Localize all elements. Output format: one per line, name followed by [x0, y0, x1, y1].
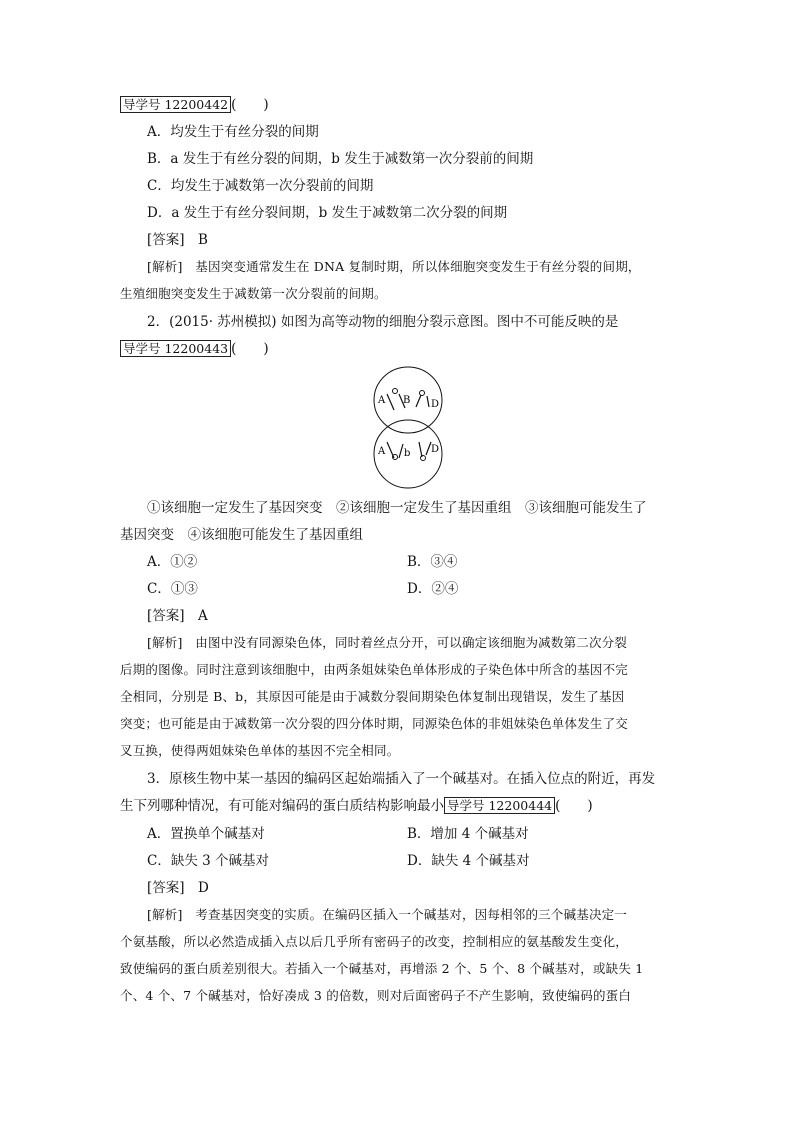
q2-option-d: D．②④ [407, 581, 459, 597]
q3-stem-line-2 [120, 797, 593, 815]
q1-answer [147, 231, 208, 249]
chromatid-bot-right-1 [419, 442, 422, 457]
q3-expl-text-1: 考查基因突变的实质。在编码区插入一个碱基对，因每相邻的三个碱基决定一 [195, 907, 628, 922]
centromere-bot-right [421, 456, 426, 461]
q2-explanation-line-2: 后期的图像。同时注意到该细胞中，由两条姐妹染色单体形成的子染色体中所含的基因不完 [120, 662, 629, 677]
q2-expl-label: [解析] [147, 635, 183, 650]
q1-option-a: A．均发生于有丝分裂的间期 [147, 124, 319, 140]
q2-ref-line [120, 340, 269, 358]
q3-ref-number: 导学号 12200444 [444, 797, 555, 814]
q2-explanation-line-5: 叉互换，使得两姐妹染色单体的基因不完全相同。 [120, 743, 400, 758]
q2-stem: 2．(2015· 苏州模拟) 如图为高等动物的细胞分裂示意图。图中不可能反映的是 [147, 314, 619, 330]
label-bot-mid: b [404, 448, 411, 459]
q1-expl-label: [解析] [147, 259, 183, 274]
q2-answer-label: [答案] [147, 608, 185, 624]
chromatid-top-right-1 [416, 395, 421, 407]
q2-ref-number: 导学号 12200443 [120, 340, 231, 357]
q1-explanation-line-2: 生殖细胞突变发生于减数第一次分裂前的间期。 [120, 286, 387, 301]
q1-option-b: B．a 发生于有丝分裂的间期，b 发生于减数第一次分裂前的间期 [147, 151, 534, 167]
cell-division-diagram [363, 366, 453, 490]
label-top-mid: B [403, 395, 411, 406]
q1-expl-text-1: 基因突变通常发生在 DNA 复制时期，所以体细胞突变发生于有丝分裂的间期， [195, 259, 641, 274]
q1-explanation-line-1 [147, 258, 641, 276]
q2-expl-text-1: 由图中没有同源染色体，同时着丝点分开，可以确定该细胞为减数第二次分裂 [195, 635, 628, 650]
q3-stem-text-2: 生下列哪种情况，有可能对编码的蛋白质结构影响最小 [120, 798, 444, 814]
q2-answer-value: A [198, 608, 208, 624]
q1-answer-value: B [198, 232, 208, 248]
chromatid-top-left [387, 394, 394, 410]
q3-explanation-line-2: 个氨基酸，所以必然造成插入点以后几乎所有密码子的改变，控制相应的氨基酸发生变化， [120, 934, 629, 949]
label-bot-right: D [431, 444, 440, 455]
q2-option-a: A．①② [147, 554, 198, 570]
q2-statements-line-1: ①该细胞一定发生了基因突变 ②该细胞一定发生了基因重组 ③该细胞可能发生了 [147, 500, 647, 516]
q2-explanation-line-3: 全相同，分别是 B、b，其原因可能是由于减数分裂间期染色体复制出现错误，发生了基因 [120, 689, 625, 704]
q3-option-a: A．置换单个碱基对 [147, 826, 265, 842]
q3-answer-label: [答案] [147, 880, 185, 896]
q3-option-d: D．缺失 4 个碱基对 [407, 853, 530, 869]
q3-answer-value: D [198, 880, 209, 896]
chromatid-bot-mid [399, 444, 403, 458]
q2-explanation-line-1 [147, 634, 627, 652]
q3-answer [147, 879, 209, 897]
centromere-top-right [420, 391, 425, 396]
q3-paren: ( ) [555, 798, 593, 814]
q2-option-b: B．③④ [407, 554, 458, 570]
label-top-left: A [378, 395, 386, 406]
label-bot-left: A [378, 446, 386, 457]
q3-stem-line-1: 3．原核生物中某一基因的编码区起始端插入了一个碱基对。在插入位点的附近，再发 [147, 771, 656, 787]
q3-option-b: B．增加 4 个碱基对 [407, 826, 529, 842]
q3-option-c: C．缺失 3 个碱基对 [147, 853, 270, 869]
q3-expl-label: [解析] [147, 907, 183, 922]
q1-ref-number: 导学号 12200442 [120, 96, 231, 113]
label-top-right: D [431, 399, 440, 410]
q1-option-d: D．a 发生于有丝分裂间期，b 发生于减数第二次分裂的间期 [147, 205, 508, 221]
q2-explanation-line-4: 突变；也可能是由于减数第一次分裂的四分体时期，同源染色体的非姐妹染色单体发生了交 [120, 716, 629, 731]
q2-paren: ( ) [231, 341, 269, 357]
q1-paren: ( ) [231, 97, 269, 113]
q2-option-c: C．①③ [147, 581, 198, 597]
q1-ref-line [120, 96, 269, 114]
chromatid-top-right-2 [427, 396, 429, 407]
q3-explanation-line-3: 致使编码的蛋白质差别很大。若插入一个碱基对，再增添 2 个、5 个、8 个碱基对，或缺失 1 [120, 961, 644, 976]
q3-explanation-line-4: 个、4 个、7 个碱基对，恰好凑成 3 的倍数，则对后面密码子不产生影响，致使编码的蛋白 [120, 988, 632, 1003]
q3-explanation-line-1 [147, 906, 627, 924]
centromere-top-left [393, 389, 398, 394]
q2-statements-line-2: 基因突变 ④该细胞可能发生了基因重组 [120, 527, 363, 543]
q1-answer-label: [答案] [147, 232, 185, 248]
q2-answer [147, 607, 208, 625]
q1-option-c: C．均发生于减数第一次分裂前的间期 [147, 178, 374, 194]
